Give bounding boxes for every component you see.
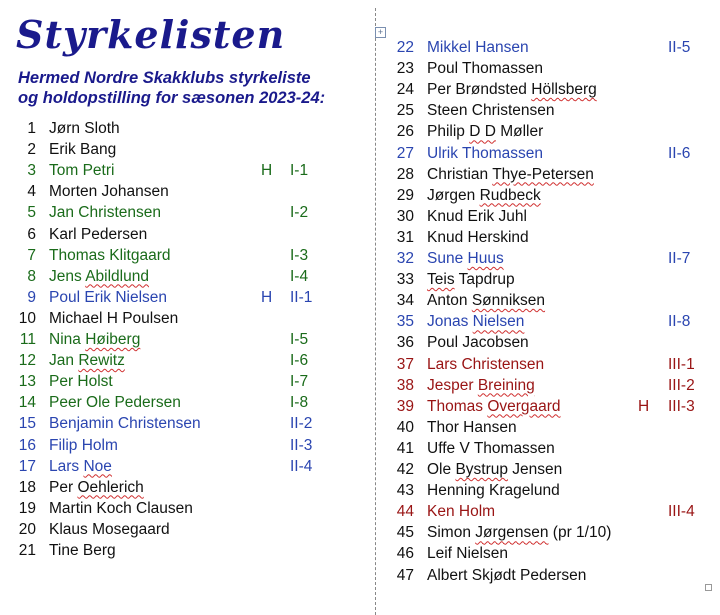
list-item <box>12 118 362 139</box>
list-item <box>390 164 710 185</box>
player-name: Ulrik Thomassen <box>427 144 544 162</box>
list-item <box>390 311 710 332</box>
player-name: Ole Bystrup Jensen <box>427 461 563 478</box>
player-name: Thomas Overgaard <box>427 397 561 415</box>
list-item <box>390 332 710 353</box>
rank-number: 8 <box>27 267 36 285</box>
list-item <box>390 290 710 311</box>
rank-number: 4 <box>27 183 36 201</box>
rank-number: 17 <box>18 457 36 475</box>
rank-number: 12 <box>18 352 36 370</box>
team-board: III-1 <box>668 355 695 373</box>
rank-number: 37 <box>396 355 414 373</box>
player-name: Peer Ole Pedersen <box>49 394 181 412</box>
team-board: I-3 <box>290 246 309 264</box>
rank-number: 9 <box>27 288 36 306</box>
player-name: Per Brøndsted Höllsberg <box>427 81 597 99</box>
player-name: Ken Holm <box>427 503 496 521</box>
player-name: Poul Thomassen <box>427 60 544 78</box>
player-name: Christian Thye-Petersen <box>427 165 594 183</box>
team-board: III-2 <box>668 376 695 394</box>
team-board: III-4 <box>668 503 695 521</box>
list-item <box>12 519 362 540</box>
list-item <box>12 329 362 350</box>
rank-number: 3 <box>27 162 36 180</box>
list-item <box>12 540 362 561</box>
team-board: I-7 <box>290 373 309 391</box>
list-item <box>12 350 362 371</box>
rank-number: 16 <box>18 436 36 454</box>
list-item <box>390 480 710 501</box>
team-board: II-4 <box>290 457 313 475</box>
team-board: II-6 <box>668 144 691 162</box>
player-name: Sune Huus <box>427 250 504 267</box>
player-name: Jesper Breining <box>427 376 535 394</box>
team-board: I-5 <box>290 331 309 348</box>
rank-number: 22 <box>396 39 414 56</box>
player-name: Philip D D Møller <box>427 123 544 141</box>
list-item <box>12 477 362 498</box>
list-item <box>390 100 710 121</box>
rank-number: 1 <box>27 120 36 137</box>
player-name: Nina Høiberg <box>49 331 141 348</box>
list-item <box>390 375 710 396</box>
rank-number: 32 <box>396 250 414 267</box>
rank-number: 43 <box>396 482 414 500</box>
list-item <box>12 160 362 181</box>
rank-number: 23 <box>396 60 414 78</box>
list-item <box>12 266 362 287</box>
rank-number: 14 <box>18 394 36 412</box>
player-name: Tom Petri <box>49 162 115 180</box>
rank-number: 35 <box>396 313 414 331</box>
page-subtitle <box>18 68 325 108</box>
team-board: I-1 <box>290 162 309 180</box>
list-item <box>12 498 362 519</box>
rank-number: 33 <box>396 271 414 289</box>
list-item <box>390 438 710 459</box>
player-name: Klaus Mosegaard <box>49 520 170 538</box>
team-board: II-7 <box>668 250 691 267</box>
rank-number: 41 <box>396 439 414 457</box>
player-name: Lars Christensen <box>427 355 545 373</box>
rank-number: 26 <box>396 123 414 141</box>
list-item <box>390 143 710 164</box>
rank-number: 34 <box>396 292 414 310</box>
rank-number: 28 <box>396 165 414 183</box>
rank-number: 36 <box>396 334 414 352</box>
rank-number: 2 <box>27 141 36 159</box>
rank-number: 31 <box>396 228 414 246</box>
team-board: II-1 <box>290 288 313 306</box>
rank-number: 6 <box>27 225 36 243</box>
list-item <box>12 413 362 434</box>
rank-number: 30 <box>396 207 414 225</box>
player-name: Jonas Nielsen <box>427 313 525 331</box>
team-board: II-5 <box>668 39 691 56</box>
team-board: I-4 <box>290 267 309 285</box>
player-name: Poul Jacobsen <box>427 334 529 352</box>
list-item <box>390 459 710 480</box>
rank-number: 10 <box>18 309 36 327</box>
rank-number: 11 <box>19 331 36 348</box>
rank-number: 5 <box>27 204 36 222</box>
player-name: Morten Johansen <box>49 183 169 201</box>
page-title: Styrkelisten <box>16 12 286 57</box>
list-item <box>12 371 362 392</box>
team-board: I-8 <box>290 394 309 412</box>
rank-number: 40 <box>396 418 414 436</box>
home-marker: H <box>261 162 273 180</box>
player-name: Michael H Poulsen <box>49 309 179 327</box>
team-board: III-3 <box>668 397 695 415</box>
subtitle-line-2: og holdopstilling for sæsonen 2023-24: <box>18 89 326 107</box>
team-board: I-2 <box>290 204 309 222</box>
list-item <box>390 417 710 438</box>
rank-number: 15 <box>18 415 36 433</box>
player-name: Tine Berg <box>49 542 116 559</box>
rank-number: 42 <box>396 461 414 478</box>
team-board: II-3 <box>290 436 313 454</box>
list-item <box>390 185 710 206</box>
list-item <box>12 287 362 308</box>
list-item <box>390 396 710 417</box>
player-name: Erik Bang <box>49 141 117 159</box>
rank-number: 44 <box>396 503 414 521</box>
player-name: Martin Koch Clausen <box>49 499 193 517</box>
player-name: Mikkel Hansen <box>427 39 529 56</box>
list-item <box>390 227 710 248</box>
list-item <box>390 269 710 290</box>
player-name: Steen Christensen <box>427 102 555 120</box>
team-board: II-8 <box>668 313 691 331</box>
list-item <box>12 202 362 223</box>
list-item <box>390 121 710 142</box>
rank-number: 39 <box>396 397 414 415</box>
list-item <box>12 181 362 202</box>
rank-number: 47 <box>396 566 414 584</box>
player-name: Uffe V Thomassen <box>427 439 555 457</box>
player-name: Benjamin Christensen <box>49 415 201 433</box>
team-board: II-2 <box>290 415 313 433</box>
rank-number: 21 <box>18 542 36 559</box>
player-name: Jørgen Rudbeck <box>427 186 541 204</box>
player-name: Teis Tapdrup <box>427 271 515 289</box>
rank-number: 27 <box>396 144 414 162</box>
subtitle-line-1: Hermed Nordre Skakklubs styrkeliste <box>18 69 311 87</box>
home-marker: H <box>638 397 650 415</box>
rank-number: 25 <box>396 102 414 120</box>
list-item <box>12 392 362 413</box>
player-name: Knud Erik Juhl <box>427 207 527 225</box>
rank-number: 7 <box>27 246 36 264</box>
player-name: Jan Christensen <box>49 204 162 222</box>
player-name: Poul Erik Nielsen <box>49 288 168 306</box>
player-name: Thomas Klitgaard <box>49 246 171 264</box>
player-name: Jan Rewitz <box>49 352 125 370</box>
rank-number: 46 <box>396 545 414 563</box>
list-item <box>390 248 710 269</box>
rank-number: 29 <box>396 186 414 204</box>
list-item <box>390 37 710 58</box>
player-name: Henning Kragelund <box>427 482 560 500</box>
list-item <box>390 206 710 227</box>
list-item <box>390 501 710 522</box>
list-item <box>12 308 362 329</box>
list-item <box>390 543 710 564</box>
list-item <box>390 522 710 543</box>
player-name: Per Holst <box>49 373 113 391</box>
player-name: Filip Holm <box>49 436 118 454</box>
player-name: Simon Jørgensen (pr 1/10) <box>427 524 612 542</box>
rank-number: 20 <box>18 520 36 538</box>
home-marker: H <box>261 288 273 306</box>
list-item <box>12 435 362 456</box>
player-name: Lars Noe <box>49 457 112 475</box>
player-name: Knud Herskind <box>427 228 529 246</box>
player-name: Leif Nielsen <box>427 545 508 563</box>
list-item <box>390 79 710 100</box>
player-name: Karl Pedersen <box>49 225 148 243</box>
list-item <box>12 245 362 266</box>
list-item <box>390 58 710 79</box>
player-name: Thor Hansen <box>427 418 517 436</box>
player-name: Jørn Sloth <box>49 120 120 137</box>
rank-number: 18 <box>18 478 36 496</box>
column-divider <box>375 8 376 615</box>
rank-number: 24 <box>396 81 414 99</box>
list-item <box>390 565 710 586</box>
list-item <box>12 456 362 477</box>
list-item <box>390 354 710 375</box>
team-board: I-6 <box>290 352 309 370</box>
list-item <box>12 139 362 160</box>
table-move-handle-icon[interactable]: + <box>375 27 386 38</box>
rank-number: 38 <box>396 376 414 394</box>
player-name: Albert Skjødt Pedersen <box>427 566 587 584</box>
rank-number: 13 <box>18 373 36 391</box>
player-name: Anton Sønniksen <box>427 292 546 310</box>
list-item <box>12 224 362 245</box>
player-name: Per Oehlerich <box>49 478 144 496</box>
player-name: Jens Abildlund <box>49 267 149 285</box>
rank-number: 45 <box>396 524 414 542</box>
rank-number: 19 <box>18 499 36 517</box>
